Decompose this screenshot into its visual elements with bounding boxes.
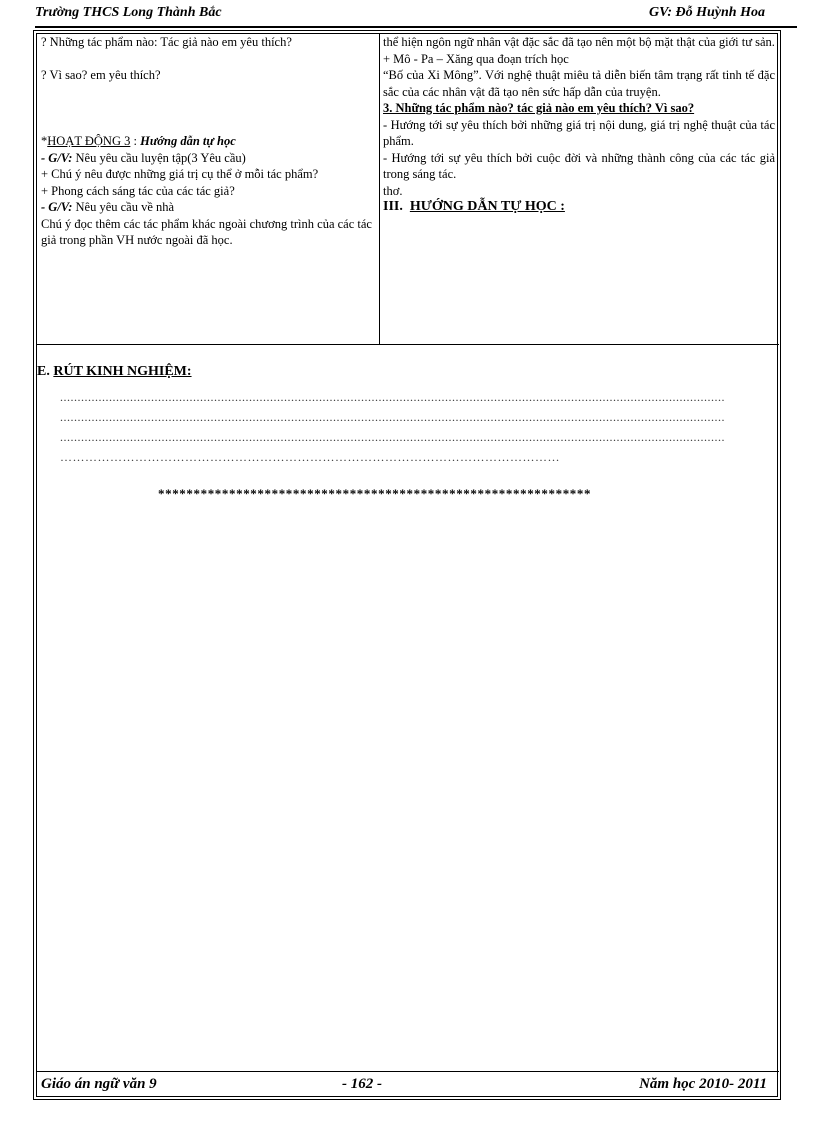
dotted-line-2: .............................................................................................................................................................................................. — [60, 410, 725, 424]
star-separator: ************************************************************* — [158, 486, 592, 501]
question-1: ? Những tác phẩm nào: Tác giả nào em yêu thích? — [41, 35, 292, 49]
page-number: - 162 - — [342, 1076, 382, 1092]
dotted-line-3: .............................................................................................................................................................................................. — [60, 430, 725, 444]
dotted-line-1: .............................................................................................................................................................................................. — [60, 390, 725, 404]
school-name: Trường THCS Long Thành Bắc — [35, 5, 222, 20]
heading-3: 3. Những tác phẩm nào? tác giả nào em yêu thích? Vì sao? — [383, 101, 695, 115]
right-paragraph-5: - Hướng tới sự yêu thích bởi cuộc đời và những thành công của các tác giả trong sáng tác. — [383, 150, 775, 181]
section-e-heading: E. RÚT KINH NGHIỆM: — [37, 364, 192, 379]
right-paragraph-1: thể hiện ngôn ngữ nhân vật đặc sắc đã tạo nên một bộ mặt thật của giới tư sản. — [383, 35, 775, 49]
page-header — [35, 2, 797, 28]
right-paragraph-3: “Bố của Xi Mông”. Với nghệ thuật miêu tả diễn biến tâm trạng rất tinh tế đặc sắc của các nhân vật đã tạo nên sức hấp dẫn của truyện. — [383, 68, 775, 99]
right-column — [383, 34, 775, 216]
teacher-name: GV: Đỗ Huỳnh Hoa — [648, 5, 765, 20]
page-footer — [37, 1071, 779, 1094]
column-divider — [379, 34, 380, 344]
instruction-line-3: Chú ý đọc thêm các tác phẩm khác ngoài chương trình của các tác giả trong phần VH nước ngoài đã học. — [41, 216, 372, 247]
gv-instruction-2: - G/V: Nêu yêu cầu về nhà — [41, 200, 175, 214]
lesson-table — [37, 34, 779, 345]
gv-instruction-1: - G/V: Nêu yêu cầu luyện tập(3 Yêu cầu) — [41, 150, 246, 165]
dotted-line-4: ………………………………………………………………………………………………………… — [60, 450, 560, 464]
heading-iii: III. HƯỚNG DẪN TỰ HỌC : — [383, 199, 565, 214]
right-paragraph-6: thơ. — [383, 183, 403, 198]
question-2: ? Vì sao? em yêu thích? — [41, 68, 161, 82]
footer-school-year: Năm học 2010- 2011 — [639, 1076, 767, 1092]
activity-heading: *HOẠT ĐỘNG 3 : Hướng dẫn tự học — [41, 134, 236, 148]
instruction-line-1: + Chú ý nêu được những giá trị cụ thể ở mỗi tác phẩm? — [41, 167, 319, 181]
footer-subject: Giáo án ngữ văn 9 — [41, 1076, 157, 1092]
left-column — [41, 34, 375, 249]
instruction-line-2: + Phong cách sáng tác của các tác giả? — [41, 183, 235, 198]
right-paragraph-2: + Mô - Pa – Xăng qua đoạn trích học — [383, 51, 569, 66]
right-paragraph-4: - Hướng tới sự yêu thích bởi những giá trị nội dung, giá trị nghệ thuật của tác phẩm. — [383, 117, 775, 148]
